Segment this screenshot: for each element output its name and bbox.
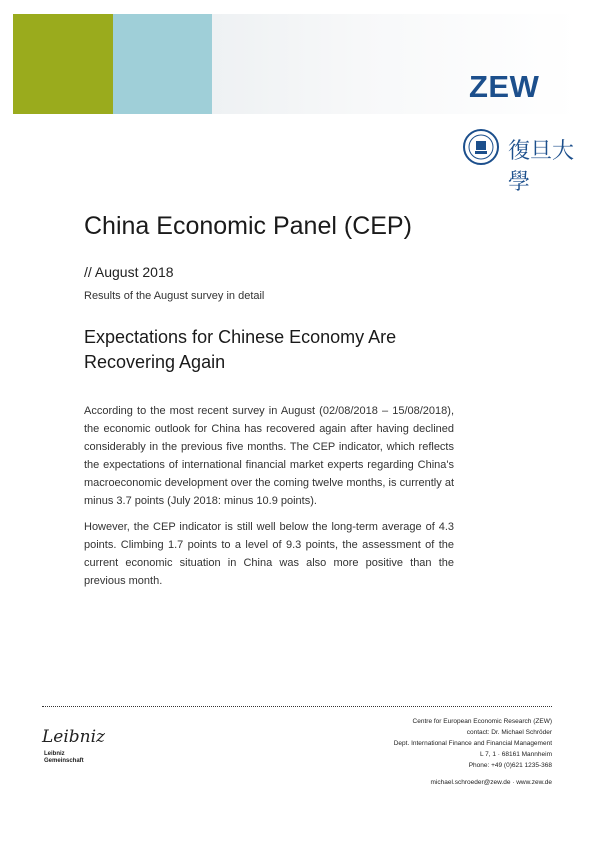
contact-email-web[interactable]: michael.schroeder@zew.de · www.zew.de [430,779,552,786]
body-paragraph: However, the CEP indicator is still well below the long-term average of 4.3 points. Climbing 1.7 points to a level of 9.3 points, the assessment of the current economic situation in China was also more positive than the previous month. [84,521,454,587]
contact-dept: Dept. International Finance and Financial Management [393,740,552,747]
contact-org: Centre for European Economic Research (ZEW) [412,718,552,725]
leibniz-label: Gemeinschaft [44,758,84,764]
contact-phone: Phone: +49 (0)621 1235-368 [468,762,552,769]
header-color-block-blue [113,14,212,114]
leibniz-signature: Leibniz [42,727,106,747]
report-headline: Expectations for Chinese Economy Are Recovering Again [84,327,397,372]
report-title: China Economic Panel (CEP) [84,212,412,240]
leibniz-logo [42,727,106,772]
university-seal-icon [462,128,500,166]
university-logo-text: 復旦大學 [508,139,575,195]
contact-address: L 7, 1 · 68161 Mannheim [479,751,552,758]
footer-contact [394,716,552,788]
report-issue: // August 2018 [84,264,174,280]
body-paragraph: According to the most recent survey in August (02/08/2018 – 15/08/2018), the economic outlook for China has recovered again after having declined considerably in the previous five months. The CEP indicator, which reflects the expectations of international financial market experts regarding China's macroeconomic development over the coming twelve months, is currently at minus 3.7 points (July 2018: minus 10.9 points). [84,405,454,507]
header-color-block-green [13,14,113,114]
leibniz-label: Leibniz [44,751,65,757]
footer-divider [42,706,552,707]
zew-logo: ZEW [469,69,540,104]
contact-person: contact: Dr. Michael Schröder [466,729,552,736]
body-text [84,402,454,598]
report-subtitle: Results of the August survey in detail [84,290,265,302]
